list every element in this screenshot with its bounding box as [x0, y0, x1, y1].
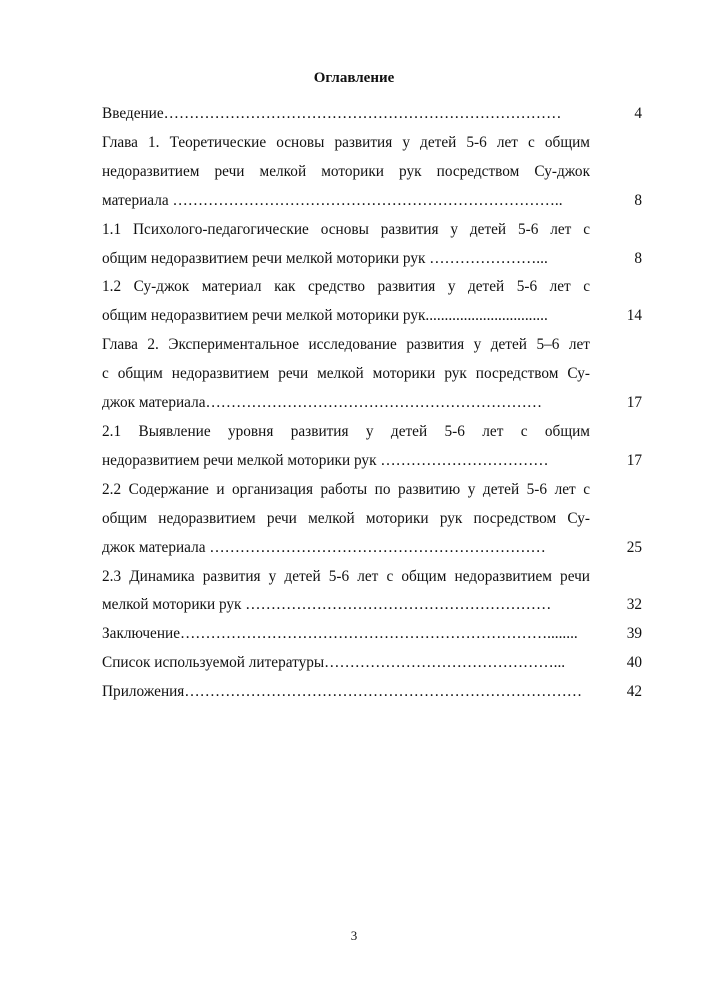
toc-entry-page-number: 40 [626, 654, 642, 672]
toc-entry [102, 476, 642, 563]
toc-entry-page-number: 42 [626, 683, 642, 701]
toc-entry [102, 216, 642, 274]
toc-entry-line: джок материала ………………………………………………………… [102, 538, 546, 556]
toc-entry-page-number: 39 [626, 625, 642, 643]
toc-entry-page-number: 14 [626, 307, 642, 325]
toc-entry-page-number: 25 [626, 538, 642, 556]
toc-entry-line: недоразвитием речи мелкой моторики рук …………………………… [102, 451, 549, 469]
toc-entry-line: 2.1 Выявление уровня развития у детей 5-6 лет с общим [102, 422, 590, 440]
toc-entry-title [102, 216, 590, 274]
toc-entry-line: Приложения…………………………………………………………………… [102, 683, 583, 701]
toc-entry-line: Введение…………………………………………………………………… [102, 105, 562, 122]
toc-entry-line: общим недоразвитием речи мелкой моторики рук …………………... [102, 249, 548, 267]
toc-entry [102, 678, 642, 707]
toc-entry [102, 331, 642, 418]
toc-entry-page-number: 4 [634, 105, 642, 122]
toc-entry-page-number: 8 [634, 191, 642, 209]
toc-entry-line: 1.2 Су-джок материал как средство развития у детей 5-6 лет с [102, 278, 590, 296]
toc-entry [102, 563, 642, 621]
toc-entry [102, 620, 642, 649]
toc-entry-line: 1.1 Психолого-педагогические основы развития у детей 5-6 лет с [102, 220, 590, 238]
toc-entry-title [102, 331, 590, 418]
toc-entry-line: Глава 1. Теоретические основы развития у детей 5-6 лет с общим [102, 133, 590, 151]
toc-entry [102, 100, 642, 129]
toc-entry-title [102, 129, 590, 216]
toc-entry [102, 649, 642, 678]
toc-entry-line: 2.2 Содержание и организация работы по развитию у детей 5-6 лет с [102, 480, 590, 498]
toc-entry-page-number: 32 [626, 596, 642, 614]
toc-entry [102, 418, 642, 476]
toc-entry-line: Список используемой литературы………………………………………... [102, 654, 566, 672]
toc-entry-title [102, 418, 590, 476]
toc-entry-title [102, 273, 590, 331]
toc-entry-line: с общим недоразвитием речи мелкой моторики рук посредством Су- [102, 365, 590, 383]
toc-entry-line: общим недоразвитием речи мелкой моторики рук................................ [102, 307, 548, 325]
toc-entry [102, 129, 642, 216]
toc-entry-page-number: 8 [634, 249, 642, 267]
toc-entry [102, 273, 642, 331]
toc-entry-line: джок материала………………………………………………………… [102, 394, 543, 412]
toc-entry-line: Заключение………………………………………………………………........ [102, 625, 578, 643]
toc-entry-title [102, 649, 590, 678]
toc-entry-title [102, 620, 590, 649]
table-of-contents [102, 100, 642, 707]
toc-entry-line: недоразвитием речи мелкой моторики рук посредством Су-джок [102, 162, 590, 180]
toc-entry-title [102, 100, 590, 129]
toc-entry-title [102, 476, 590, 563]
page-number: 3 [350, 928, 358, 943]
toc-entry-page-number: 17 [626, 394, 642, 412]
toc-entry-line: общим недоразвитием речи мелкой моторики рук посредством Су- [102, 509, 590, 527]
toc-entry-line: 2.3 Динамика развития у детей 5-6 лет с общим недоразвитием речи [102, 567, 590, 585]
toc-entry-title [102, 563, 590, 621]
toc-entry-line: Глава 2. Экспериментальное исследование развития у детей 5–6 лет [102, 336, 590, 354]
toc-entry-line: мелкой моторики рук …………………………………………………… [102, 596, 552, 614]
page-title: Оглавление [313, 70, 395, 86]
toc-entry-title [102, 678, 590, 707]
toc-entry-line: материала ………………………………………………………………….. [102, 191, 563, 209]
toc-entry-page-number: 17 [626, 451, 642, 469]
